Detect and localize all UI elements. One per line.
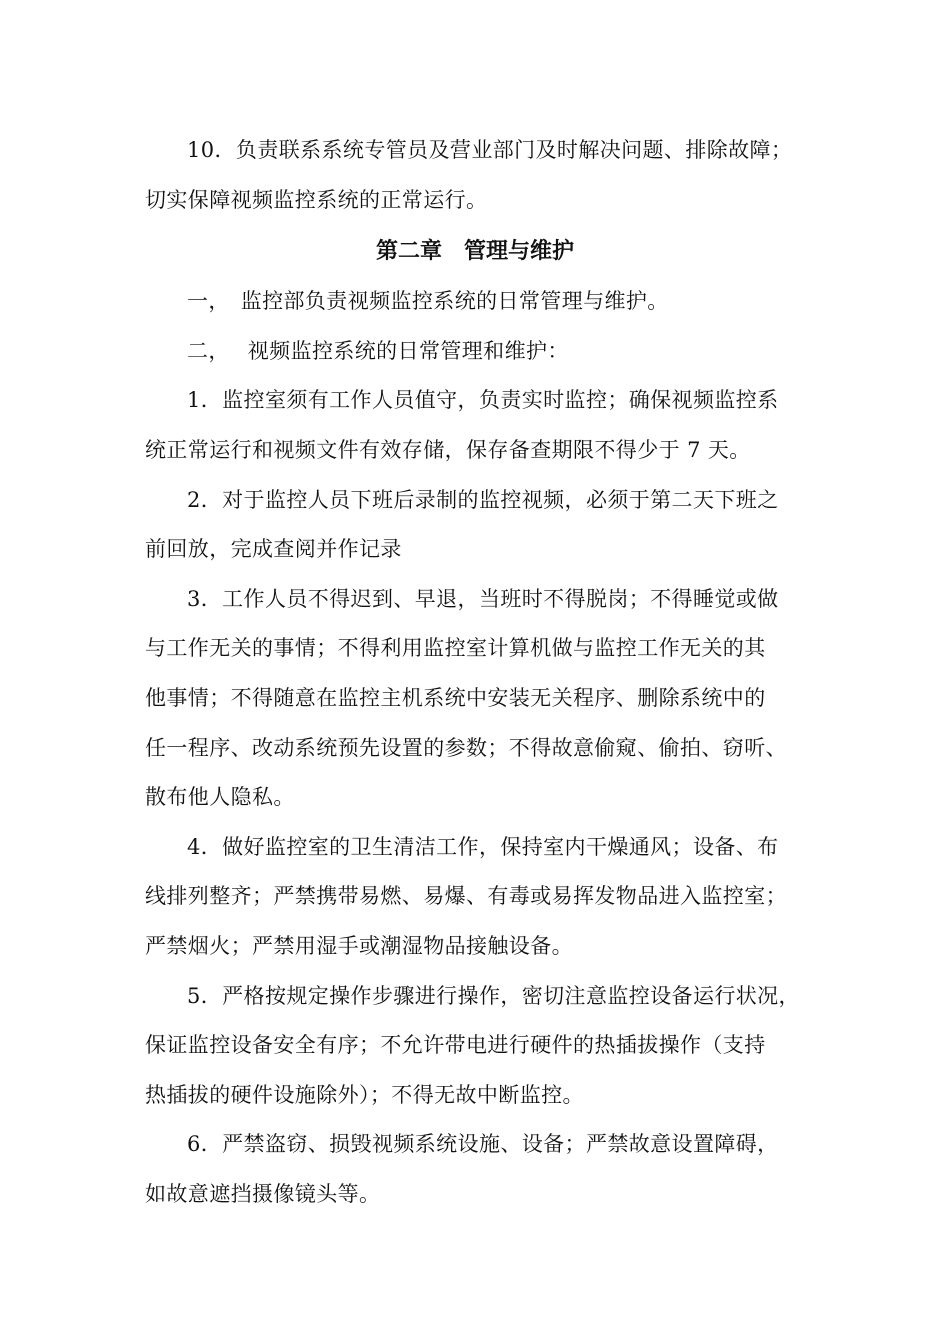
paragraph-3-line-2: 与工作无关的事情；不得利用监控室计算机做与监控工作无关的其 (145, 636, 766, 661)
document-body (145, 126, 825, 1219)
paragraph-5-line-3: 热插拔的硬件设施除外）；不得无故中断监控。 (145, 1082, 584, 1107)
item-one: 一， 监控部负责视频监控系统的日常管理与维护。 (187, 289, 669, 314)
paragraph-3-line-4: 任一程序、改动系统预先设置的参数；不得故意偷窥、偷拍、窃听、 (145, 735, 787, 760)
paragraph-6-line-2: 如故意遮挡摄像镜头等。 (145, 1181, 381, 1206)
paragraph-4-line-2: 线排列整齐；严禁携带易燃、易爆、有毒或易挥发物品进入监控室； (145, 884, 787, 909)
paragraph-5-line-1: 5．严格按规定操作步骤进行操作，密切注意监控设备运行状况， (187, 983, 800, 1008)
paragraph-3-line-5: 散布他人隐私。 (145, 785, 295, 810)
paragraph-1-line-2: 统正常运行和视频文件有效存储，保存备查期限不得少于 7 天。 (145, 437, 751, 462)
paragraph-10-line-1: 10．负责联系系统专管员及营业部门及时解决问题、排除故障； (187, 138, 793, 162)
paragraph-1-line-1: 1．监控室须有工作人员值守，负责实时监控；确保视频监控系 (187, 388, 779, 413)
paragraph-5-line-2: 保证监控设备安全有序；不允许带电进行硬件的热插拔操作（支持 (145, 1033, 766, 1058)
paragraph-4-line-1: 4．做好监控室的卫生清洁工作，保持室内干燥通风；设备、布 (187, 834, 779, 859)
item-two: 二， 视频监控系统的日常管理和维护： (187, 338, 569, 363)
paragraph-3-line-3: 他事情；不得随意在监控主机系统中安装无关程序、删除系统中的 (145, 685, 766, 710)
paragraph-10-line-2: 切实保障视频监控系统的正常运行。 (145, 187, 488, 212)
paragraph-3-line-1: 3．工作人员不得迟到、早退，当班时不得脱岗；不得睡觉或做 (187, 586, 779, 611)
chapter-heading: 第二章 管理与维护 (375, 238, 574, 265)
paragraph-6-line-1: 6．严禁盗窃、损毁视频系统设施、设备；严禁故意设置障碍， (187, 1132, 779, 1157)
paragraph-2-line-1: 2．对于监控人员下班后录制的监控视频，必须于第二天下班之 (187, 487, 779, 512)
paragraph-2-line-2: 前回放，完成查阅并作记录 (145, 537, 402, 562)
paragraph-4-line-3: 严禁烟火；严禁用湿手或潮湿物品接触设备。 (145, 933, 573, 958)
